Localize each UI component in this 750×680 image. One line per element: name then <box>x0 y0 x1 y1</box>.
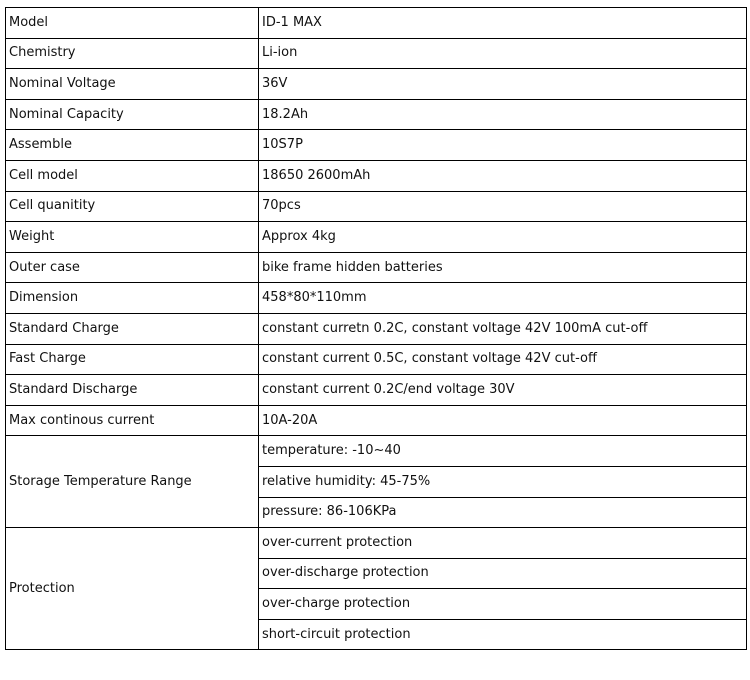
spec-value-assemble: 10S7P <box>259 130 747 161</box>
table-row <box>6 99 747 130</box>
spec-label-nominal-capacity: Nominal Capacity <box>6 99 259 130</box>
table-row <box>6 528 747 559</box>
table-row <box>6 436 747 467</box>
table-row <box>6 252 747 283</box>
spec-table <box>5 7 747 650</box>
spec-label-standard-discharge: Standard Discharge <box>6 375 259 406</box>
spec-value-cell-model: 18650 2600mAh <box>259 160 747 191</box>
spec-value-cell-quantity: 70pcs <box>259 191 747 222</box>
table-row <box>6 130 747 161</box>
table-row <box>6 405 747 436</box>
spec-value-max-continuous-current: 10A-20A <box>259 405 747 436</box>
spec-value-over-discharge-protection: over-discharge protection <box>259 558 747 589</box>
table-row <box>6 69 747 100</box>
spec-label-chemistry: Chemistry <box>6 38 259 69</box>
spec-value-model: ID-1 MAX <box>259 8 747 39</box>
spec-value-chemistry: Li-ion <box>259 38 747 69</box>
table-row <box>6 375 747 406</box>
spec-label-outer-case: Outer case <box>6 252 259 283</box>
spec-value-fast-charge: constant current 0.5C, constant voltage 42V cut-off <box>259 344 747 375</box>
spec-value-nominal-voltage: 36V <box>259 69 747 100</box>
spec-value-storage-humidity: relative humidity: 45-75% <box>259 466 747 497</box>
spec-value-short-circuit-protection: short-circuit protection <box>259 619 747 650</box>
table-row <box>6 191 747 222</box>
spec-value-storage-temperature: temperature: -10~40 <box>259 436 747 467</box>
spec-value-over-current-protection: over-current protection <box>259 528 747 559</box>
spec-value-standard-charge: constant curretn 0.2C, constant voltage 42V 100mA cut-off <box>259 313 747 344</box>
table-row <box>6 222 747 253</box>
spec-label-model: Model <box>6 8 259 39</box>
table-row <box>6 160 747 191</box>
spec-label-fast-charge: Fast Charge <box>6 344 259 375</box>
table-row <box>6 283 747 314</box>
spec-label-dimension: Dimension <box>6 283 259 314</box>
spec-value-outer-case: bike frame hidden batteries <box>259 252 747 283</box>
table-row <box>6 8 747 39</box>
spec-value-nominal-capacity: 18.2Ah <box>259 99 747 130</box>
spec-label-nominal-voltage: Nominal Voltage <box>6 69 259 100</box>
table-row <box>6 313 747 344</box>
spec-label-cell-quantity: Cell quanitity <box>6 191 259 222</box>
spec-label-storage-temperature-range: Storage Temperature Range <box>6 436 259 528</box>
spec-value-dimension: 458*80*110mm <box>259 283 747 314</box>
table-row <box>6 344 747 375</box>
spec-value-over-charge-protection: over-charge protection <box>259 589 747 620</box>
spec-label-max-continuous-current: Max continous current <box>6 405 259 436</box>
spec-label-cell-model: Cell model <box>6 160 259 191</box>
spec-label-assemble: Assemble <box>6 130 259 161</box>
spec-label-weight: Weight <box>6 222 259 253</box>
spec-value-weight: Approx 4kg <box>259 222 747 253</box>
spec-value-standard-discharge: constant current 0.2C/end voltage 30V <box>259 375 747 406</box>
spec-label-protection: Protection <box>6 528 259 650</box>
table-row <box>6 38 747 69</box>
spec-label-standard-charge: Standard Charge <box>6 313 259 344</box>
spec-value-storage-pressure: pressure: 86-106KPa <box>259 497 747 528</box>
